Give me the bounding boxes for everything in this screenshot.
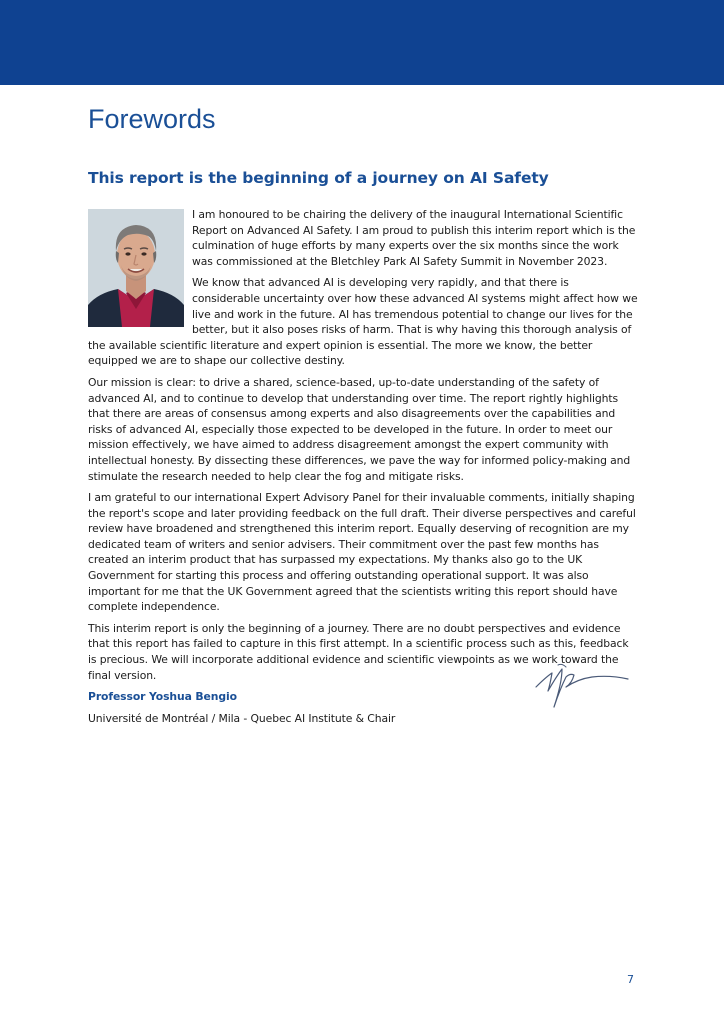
section-subtitle: This report is the beginning of a journey on AI Safety: [88, 169, 549, 187]
author-affiliation: Université de Montréal / Mila - Quebec AI Institute & Chair: [88, 711, 396, 725]
author-name: Professor Yoshua Bengio: [88, 690, 237, 704]
page-number: 7: [627, 973, 634, 986]
foreword-body: [88, 207, 638, 732]
handwritten-signature: [532, 655, 632, 710]
paragraph-4: I am grateful to our international Expert Advisory Panel for their invaluable comments, initially shaping the report's scope and later providing feedback on the full draft. Their diverse perspectives and careful review have broadened and strengthened this interim report. Equally deserving of recognition are my dedicated team of writers and senior advisers. Their commitment over the past few months has created an interim product that has surpassed my expectations. My thanks also go to the UK Government for starting this process and offering outstanding operational support. It was also important for me that the UK Government agreed that the scientists writing this report should have complete independence.: [88, 491, 636, 614]
paragraph-1: I am honoured to be chairing the delivery of the inaugural International Scientific Report on Advanced AI Safety. I am proud to publish this interim report which is the culmination of huge efforts by many experts over the six months since the work was commissioned at the Bletchley Park AI Safety Summit in November 2023.: [192, 208, 636, 268]
paragraph-3: Our mission is clear: to drive a shared, science-based, up-to-date understanding of the safety of advanced AI, and to continue to develop that understanding over time. The report rightly highlights that there are areas of consensus among experts and also disagreements over the capabilities and risks of advanced AI, especially those expected to be developed in the future. In order to meet our mission effectively, we have aimed to address disagreement amongst the expert community with intellectual honesty. By dissecting these differences, we pave the way for informed policy-making and stimulate the research needed to help clear the fog and mitigate risks.: [88, 375, 631, 483]
header-band: [0, 0, 724, 85]
page-title: Forewords: [88, 104, 216, 134]
author-photo: [88, 209, 184, 327]
paragraph-2: We know that advanced AI is developing very rapidly, and that there is considerable uncertainty over how these advanced AI systems might affect how we live and work in the future. AI has tremendous potential to change our lives for the better, but it also poses risks of harm. That is why having this thorough analysis of the available scientific literature and expert opinion is essential. The more we know, the better equipped we are to shape our collective destiny.: [88, 276, 638, 368]
paragraph-5: This interim report is only the beginning of a journey. There are no doubt perspectives and evidence that this report has failed to capture in this first attempt. In a scientific process such as this, feedback is precious. We will incorporate additional evidence and scientific viewpoints as we work toward the final version.: [88, 621, 629, 682]
